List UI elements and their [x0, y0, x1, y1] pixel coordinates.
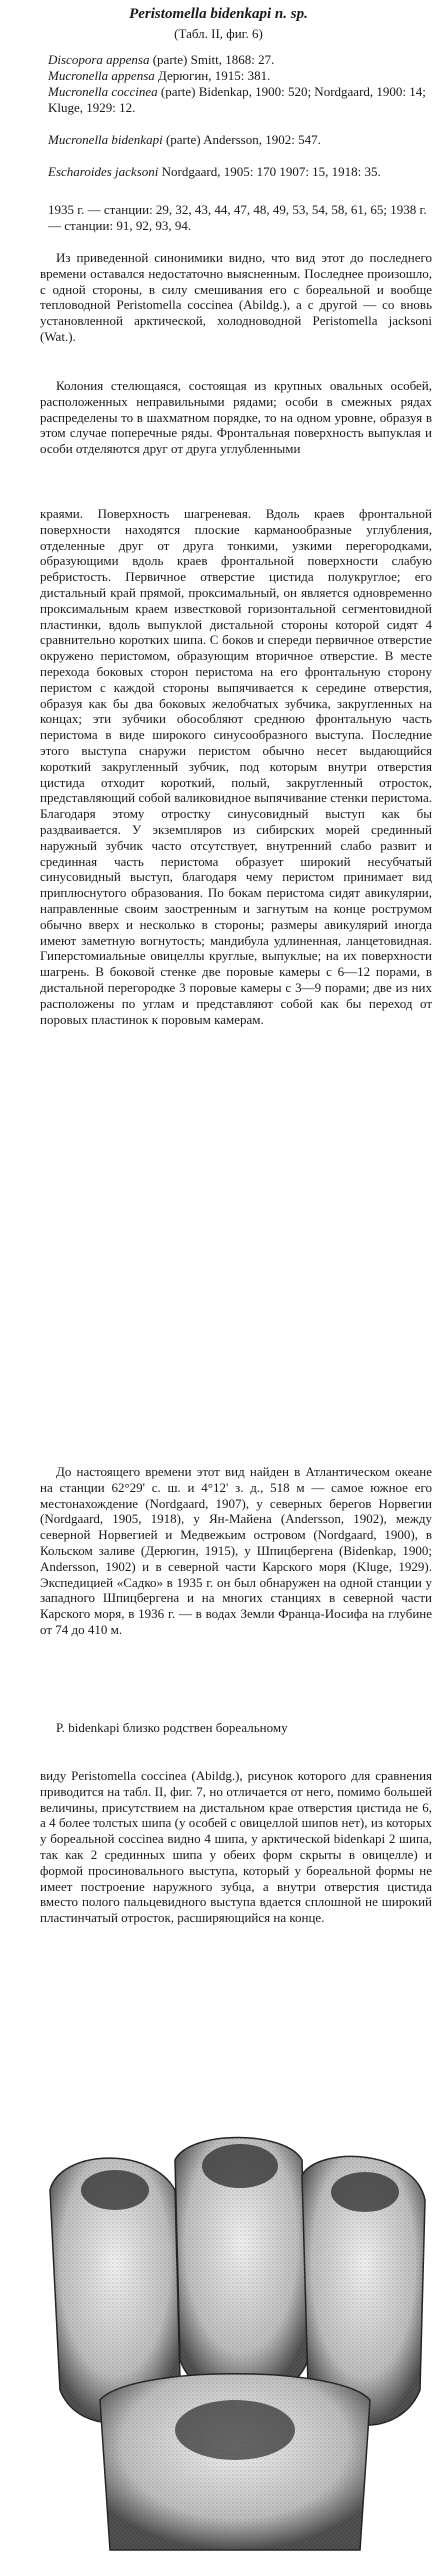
paragraph-comparison-start: P. bidenkapi близко родствен бореальному: [56, 1720, 288, 1735]
synonym-name: Mucronella coccinea: [48, 84, 158, 99]
synonym-reference: (parte) Bidenkap, 1900: 520; Nordgaard, 1900: 14; Kluge, 1929: 12.: [48, 84, 426, 115]
synonym-entry: [48, 68, 428, 84]
zooid-center: [175, 2138, 308, 2400]
synonym-name: Discopora appensa: [48, 52, 150, 67]
synonym-reference: Nordgaard, 1905: 170 1907: 15, 1918: 35.: [158, 164, 381, 179]
species-title: Peristomella bidenkapi n. sp.: [129, 6, 308, 22]
synonym-entry: [48, 164, 428, 180]
synonym-name: Escharoides jacksoni: [48, 164, 159, 179]
paragraph-comparison: виду Peristomella coccinea (Abildg.), рисунок которого для сравнения приводится на табл. II, фиг. 7, но отличается от него, помимо большей величины, присутствием на дистальном крае отверстия цистида не 6, а 4 более толстых шипа (у особей с овицеллой шипов нет), из которых у бореальной coccinea видно 4 шипа, у арктической bidenkapi 2 шипа, так как 2 срединных шипа у обеих форм скрыты в овицелле) и формой просиновального выступа, который у бореальной формы не имеет построение наружного зубца, а внутри отверстия цистида вместо полого пальцевидного выступа вдается сплошной не широкий пластинчатый отросток, расширяющийся на конце.: [40, 1768, 432, 1926]
synonym-reference: Дерюгин, 1915: 381.: [154, 68, 271, 83]
synonym-reference: (parte) Andersson, 1902: 547.: [162, 132, 321, 147]
paragraph-colony-description: Колония стелющаяся, состоящая из крупных овальных особей, расположенных неправильными рядами; особи в смежных рядах распределены то в шахматном порядке, то на одном уровне, образуя в этом случае поперечные ряды. Фронтальная поверхность выпуклая и особи отделяются друг от друга углубленными: [40, 378, 432, 457]
synonym-reference: (parte) Smitt, 1868: 27.: [149, 52, 275, 67]
synonym-name: Mucronella appensa: [48, 68, 155, 83]
plate-reference: (Табл. II, фиг. 6): [174, 26, 263, 41]
synonym-entry: [48, 84, 428, 116]
synonym-entry: [48, 132, 428, 148]
synonym-entry: [48, 52, 428, 68]
paragraph-morphology: краями. Поверхность шагреневая. Вдоль краев фронтальной поверхности находятся плоские карманообразные углубления, отделенные друг от друга тонкими, узкими перегородками, образующими вдоль краев фронтальной поверхности слабую ребристость. Первичное отверстие цистида полукруглое; его дистальный край прямой, проксимальный, он является одновременно проксимальным краем известковой горизонтальной сегментовидной пластинки, вдоль выпуклой дистальной стороны которой сидят 4 сравнительно коротких шипа. С боков и спереди первичное отверстие окружено перистомом, образующим вторичное отверстие. В месте перехода боковых сторон перистома на его фронтальную сторону перистом с каждой стороны выпячивается к середине отверстия, образуя как бы два боковых желобчатых зубчика, закругленных на концах; эти зубчики обособляют среднюю фронтальную часть перистома в виде широкого синусообразного выступа. Последние этого выступа снаружи перистом обычно несет выдающийся короткий закругленный зубчик, под которым внутри отверстия цистида отходит короткий, полый, закругленный отросток, представляющий собой валиковидное выпячивание стенки перистома. Благодаря этому отростку синусовидный выступ как бы раздваивается. У экземпляров из сибирских морей срединный наружный зубчик часто отсутствует, внутренний слабо развит и срединная часть перистома образует широкий несубчатый синусовидный выступ, благодаря чему перистом принимает вид приплюснутого образования. По бокам перистома сидят авикулярии, направленные своим заостренным и загнутым на конце рострумом обычно вверх и несколько в стороны; размеры авикулярий иногда имеют заметную вогнутость; мандибула удлиненная, ланцетовидная. Гиперстомиальные овицеллы круглые, выпуклые; на их поверхности шагрень. В боковой стенке две поровые камеры с 6—12 порами, в дистальной перегородке 3 поровые камеры с 3—9 порами; две из них расположены по углам и представляют собой как бы переход от поровых пластинок к поровым камерам.: [40, 506, 432, 1027]
paragraph-synonymy-discussion: Из приведенной синонимики видно, что вид этот до последнего времени оставался недостаточно выясненным. Последнее произошло, с одной стороны, в силу смешивания его с бореальной и вообще тепловодной Peristomella coccinea (Abildg.), а с другой — со вновь установленной арктической, холодноводной Peristomella jacksoni (Wat.).: [40, 250, 432, 344]
station-records: 1935 г. — станции: 29, 32, 43, 44, 47, 48, 49, 53, 54, 58, 61, 65; 1938 г. — станции: 91, 92, 93, 94.: [48, 202, 427, 233]
colony-illustration: [40, 2130, 432, 2555]
paragraph-distribution: До настоящего времени этот вид найден в Атлантическом океане на станции 62°29' с. ш. и 4°12' з. д., 518 м — самое южное его местонахождение (Nordgaard, 1907), у северных берегов Норвегии (Nordgaard, 1905, 1918), у Ян-Майена (Andersson, 1902), между северной Норвегией и Медвежьим островом (Nordgaard, 1900), в Кольском заливе (Дерюгин, 1915), у Шпицбергена (Bidenkap, 1900; Andersson, 1902) и в северной части Карского моря (Kluge, 1929). Экспедицией «Садко» в 1935 г. он был обнаружен на одной станции у западного Шпицбергена и на многих станциях в северной части Карского моря, в 1936 г. — в водах Земли Франца-Иосифа на глубине от 74 до 410 м.: [40, 1464, 432, 1637]
zooid-lower: [100, 2374, 370, 2550]
synonym-name: Mucronella bidenkapi: [48, 132, 163, 147]
